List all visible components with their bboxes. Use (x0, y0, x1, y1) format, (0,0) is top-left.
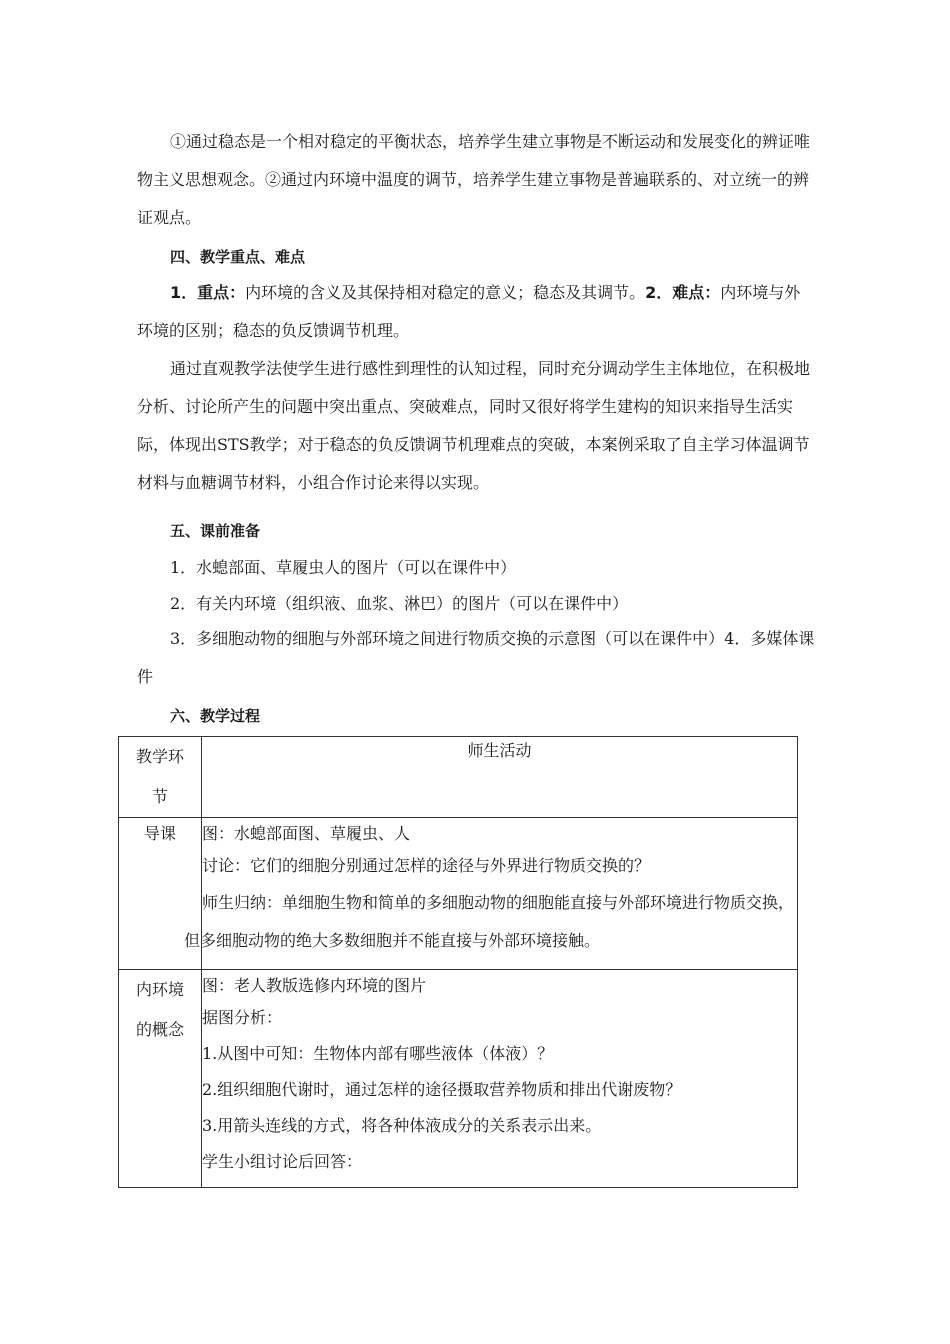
row2-line1: 图：老人教版选修内环境的图片 (202, 976, 427, 995)
prep-item-2: 2．有关内环境（组织液、血浆、淋巴）的图片（可以在课件中） (170, 594, 629, 613)
row2-line6: 学生小组讨论后回答： (202, 1152, 363, 1171)
row2-line2: 据图分析： (202, 1008, 283, 1027)
header-stage-cell (119, 737, 202, 818)
row2-line3: 1.从图中可知：生物体内部有哪些液体（体液）？ (202, 1044, 554, 1063)
header-activity-cell (202, 737, 798, 818)
header-activity-label: 师生活动 (467, 741, 532, 760)
row1-line1: 图：水螅部面图、草履虫、人 (202, 824, 411, 843)
table-row (119, 970, 798, 1188)
key-label: 1．重点： (170, 283, 246, 302)
row-stage-cell (119, 970, 202, 1188)
prep-item-1: 1．水螅部面、草履虫人的图片（可以在课件中） (170, 558, 517, 577)
header-stage-label: 教学环节 (135, 747, 184, 806)
table-row (119, 818, 798, 970)
row-activity-cell (184, 818, 798, 970)
row1-stage: 导课 (143, 824, 176, 843)
section-5-heading: 五、课前准备 (170, 522, 261, 540)
prep-item-3: 3．多细胞动物的细胞与外部环境之间进行物质交换的示意图（可以在课件中）4．多媒体课件 (137, 629, 815, 686)
key-points-paragraph (137, 274, 815, 350)
row2-stage: 内环境的概念 (135, 980, 184, 1039)
method-paragraph: 通过直观教学法使学生进行感性到理性的认知过程，同时充分调动学生主体地位，在积极地分析、讨论所产生的问题中突出重点、突破难点，同时又很好将学生建构的知识来指导生活实际，体现出STS教学；对于稳态的负反馈调节机理难点的突破，本案例采取了自主学习体温调节材料与血糖调节材料，小组合作讨论来得以实现。 (137, 359, 811, 492)
row1-line2: 讨论：它们的细胞分别通过怎样的途径与外界进行物质交换的？ (202, 856, 651, 875)
objective-paragraph: ①通过稳态是一个相对稳定的平衡状态，培养学生建立事物是不断运动和发展变化的辨证唯物主义思想观念。②通过内环境中温度的调节，培养学生建立事物是普遍联系的、对立统一的辨证观点。 (137, 132, 811, 227)
section-6-heading: 六、教学过程 (170, 707, 261, 725)
section-4-heading: 四、教学重点、难点 (170, 248, 306, 266)
row2-line4: 2.组织细胞代谢时，通过怎样的途径摄取营养物质和排出代谢废物？ (202, 1080, 682, 1099)
teaching-process-table (118, 736, 798, 1188)
row1-line3: 师生归纳：单细胞生物和简单的多细胞动物的细胞能直接与外部环境进行物质交换，但多细胞动物的绝大多数细胞并不能直接与外部环境接触。 (184, 893, 795, 950)
table-header-row (119, 737, 798, 818)
difficulty-text: 内环境与外环境的区别；稳态的负反馈调节机理。 (137, 283, 801, 340)
row2-line5: 3.用箭头连线的方式，将各种体液成分的关系表示出来。 (202, 1116, 602, 1135)
row-activity-cell (202, 970, 798, 1188)
key-text: 内环境的含义及其保持相对稳定的意义；稳态及其调节。 (245, 283, 646, 302)
difficulty-label: 2．难点： (645, 283, 721, 302)
